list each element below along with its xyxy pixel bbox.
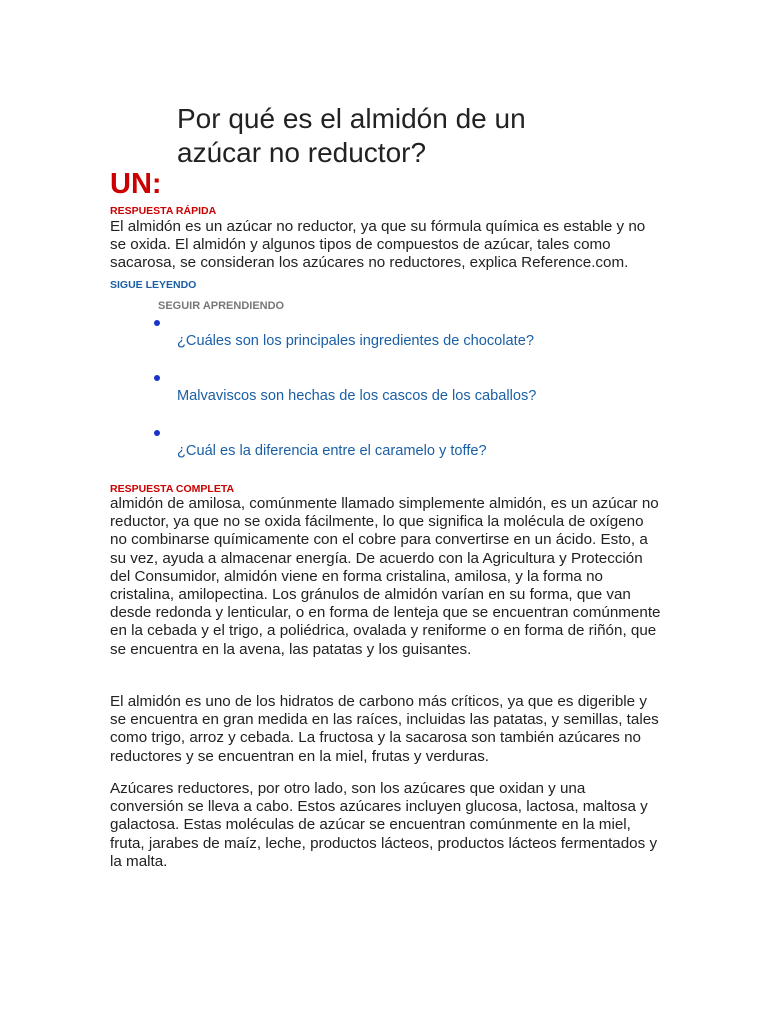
full-answer-label: RESPUESTA COMPLETA — [110, 483, 235, 495]
full-answer-paragraph-3: Azúcares reductores, por otro lado, son los azúcares que oxidan y una conversión se lleva a cabo. Estos azúcares incluyen glucosa, lactosa, maltosa y galactosa. Estas moléculas de azúcar se encuentran comúnmente en la miel, fruta, jarabes de maíz, leche, productos lácteos, productos lácteos fermentados y la malta. — [110, 780, 658, 870]
related-heading: SEGUIR APRENDIENDO — [158, 300, 285, 312]
full-answer-paragraph-2: El almidón es uno de los hidratos de carbono más críticos, ya que es digerible y se encuentra en gran medida en las raíces, incluidas las patatas, y semillas, tales como trigo, arroz y cebada. La fructosa y la sacarosa son también azúcares no reductores y se encuentran en la miel, frutas y verduras. — [110, 693, 659, 765]
quick-answer-label: RESPUESTA RÁPIDA — [110, 205, 217, 217]
related-link-chocolate[interactable]: ¿Cuáles son los principales ingredientes de chocolate? — [177, 333, 534, 349]
bullet-icon — [154, 430, 160, 436]
bullet-icon — [154, 320, 160, 326]
related-link-caramel-toffee[interactable]: ¿Cuál es la diferencia entre el caramelo y toffe? — [177, 443, 487, 459]
quick-answer-text: El almidón es un azúcar no reductor, ya que su fórmula química es estable y no se oxida. El almidón y algunos tipos de compuestos de azúcar, tales como sacarosa, se consideran los azúcares no reductores, explica Reference.com. — [110, 218, 646, 272]
bullet-icon — [154, 375, 160, 381]
related-link-marshmallows[interactable]: Malvaviscos son hechas de los cascos de los caballos? — [177, 388, 537, 404]
continue-reading-link[interactable]: SIGUE LEYENDO — [110, 279, 197, 291]
answer-marker: UN: — [110, 168, 162, 200]
page-title: Por qué es el almidón de un azúcar no reductor? — [177, 103, 526, 168]
full-answer-paragraph-1: almidón de amilosa, comúnmente llamado simplemente almidón, es un azúcar no reductor, ya que no se oxida fácilmente, lo que significa la molécula de oxígeno no combinarse químicamente con el cobre para convertirse en un ácido. Esto, a su vez, ayuda a almacenar energía. De acuerdo con la Agricultura y Protección del Consumidor, almidón viene en forma cristalina, amilosa, y la forma no cristalina, amilopectina. Los gránulos de almidón varían en su forma, que van desde redonda y lenticular, o en forma de lenteja que se encuentran comúnmente en la cebada y el trigo, a poliédrica, ovalada y reniforme o en forma de riñón, que se encuentra en la avena, las patatas y los guisantes. — [110, 495, 661, 658]
